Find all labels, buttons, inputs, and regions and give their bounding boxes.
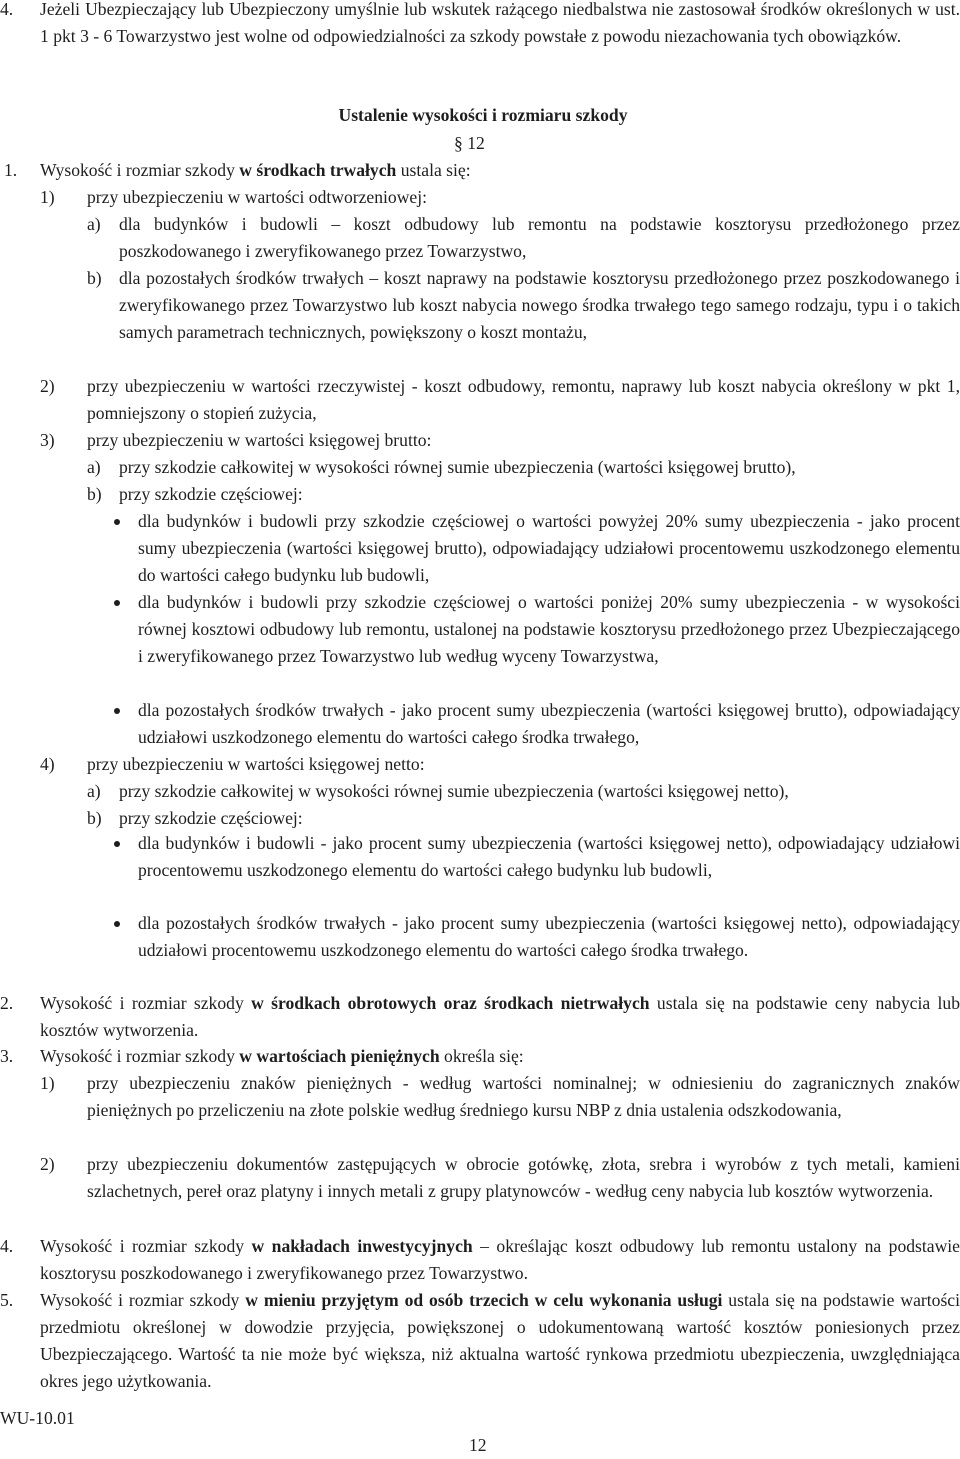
point-1-3-text: przy ubezpieczeniu w wartości księgowej brutto: — [87, 430, 432, 450]
document-code: WU-10.01 — [0, 1408, 75, 1428]
point-5-number: 5. — [0, 1290, 14, 1310]
section-title: Ustalenie wysokości i rozmiaru szkody — [338, 105, 628, 125]
point-1-3b-letter: b) — [87, 484, 102, 504]
point-1-3a-text: przy szkodzie całkowitej w wysokości równej sumie ubezpieczenia (wartości księgowej brutto), — [119, 457, 796, 477]
paragraph-number: § 12 — [454, 133, 485, 153]
bullet-1-3b-3: dla pozostałych środków trwałych - jako procent sumy ubezpieczenia (wartości księgowej brutto), odpowiadający udziałowi uszkodzonego elementu do wartości całego środka trwałego, — [138, 697, 960, 751]
point-1-4a-letter: a) — [87, 781, 101, 801]
intro-paragraph: Jeżeli Ubezpieczający lub Ubezpieczony umyślnie lub wskutek rażącego niedbalstwa nie zastosował środków określonych w ust. 1 pkt 3 - 6 Towarzystwo jest wolne od odpowiedzialności za szkody powstałe z powodu niezachowania tych obowiązków. — [40, 0, 960, 46]
point-1-4b-text: przy szkodzie częściowej: — [119, 808, 303, 828]
point-1-1a-letter: a) — [87, 214, 101, 234]
point-1-emphasis: w środkach trwałych — [239, 160, 397, 180]
point-1-2-text: przy ubezpieczeniu w wartości rzeczywistej - koszt odbudowy, remontu, naprawy lub koszt nabycia określony w pkt 1, pomniejszony o stopień zużycia, — [87, 376, 960, 423]
point-5-paragraph: Wysokość i rozmiar szkody w mieniu przyjętym od osób trzecich w celu wykonania usługi ustala się na podstawie wartości przedmiotu określonej w dowodzie przyjęcia, powiększonej o udokumentowaną wartość kosztów poniesionych przez Ubezpieczającego. Wartość ta nie może być większa, niż aktualna wartość rynkowa przedmiotu ubezpieczenia, uwzględniająca okres jego użytkowania. — [40, 1290, 960, 1391]
point-2-emphasis: w środkach obrotowych oraz środkach nietrwałych — [251, 993, 650, 1013]
point-3-2-number: 2) — [40, 1154, 55, 1174]
point-1-4a-text: przy szkodzie całkowitej w wysokości równej sumie ubezpieczenia (wartości księgowej netto), — [119, 781, 789, 801]
point-5-emphasis: w mieniu przyjętym od osób trzecich w celu wykonania usługi — [245, 1290, 723, 1310]
point-1-1-text: przy ubezpieczeniu w wartości odtworzeniowej: — [87, 187, 428, 207]
point-1-2-number: 2) — [40, 376, 55, 396]
point-2-number: 2. — [0, 993, 14, 1013]
point-4-number: 4. — [0, 1236, 14, 1256]
point-3-number: 3. — [0, 1046, 14, 1066]
point-1-4-text: przy ubezpieczeniu w wartości księgowej netto: — [87, 754, 425, 774]
point-2-paragraph: Wysokość i rozmiar szkody w środkach obrotowych oraz środkach nietrwałych ustala się na podstawie ceny nabycia lub kosztów wytworzenia. — [40, 993, 960, 1040]
point-1-1b-letter: b) — [87, 268, 102, 288]
bullet-1-3b-1: dla budynków i budowli przy szkodzie częściowej o wartości powyżej 20% sumy ubezpieczenia - jako procent sumy ubezpieczenia (wartości księgowej brutto), odpowiadający udziałowi procentowemu uszkodzonego elementu do wartości całego budynku lub budowli, — [138, 508, 960, 589]
point-1-paragraph: Wysokość i rozmiar szkody w środkach trwałych ustala się: — [40, 160, 471, 180]
point-1-1b-text: dla pozostałych środków trwałych – koszt naprawy na podstawie kosztorysu przedłożonego przez poszkodowanego i zweryfikowanego przez Towarzystwo lub koszt nabycia nowego środka trwałego tego samego rodzaju, typu i o takich samych parametrach technicznych, powiększony o koszt montażu, — [119, 268, 960, 342]
point-4-paragraph: Wysokość i rozmiar szkody w nakładach inwestycyjnych – określając koszt odbudowy lub remontu ustalony na podstawie kosztorysu poszkodowanego i zweryfikowanego przez Towarzystwo. — [40, 1236, 960, 1283]
point-3-1-number: 1) — [40, 1073, 55, 1093]
point-1-3a-letter: a) — [87, 457, 101, 477]
point-3-paragraph: Wysokość i rozmiar szkody w wartościach pieniężnych określa się: — [40, 1046, 524, 1066]
intro-number: 4. — [0, 0, 14, 19]
bullet-1-4b-1: dla budynków i budowli - jako procent sumy ubezpieczenia (wartości księgowej netto), odpowiadający udziałowi procentowemu uszkodzonego elementu do wartości całego budynku lub budowli, — [138, 830, 960, 884]
point-3-2-text: przy ubezpieczeniu dokumentów zastępujących w obrocie gotówkę, złota, srebra i wyrobów z tych metali, kamieni szlachetnych, pereł oraz platyny i innych metali z grupy platynowców - według ceny nabycia lub kosztów wytworzenia. — [87, 1154, 960, 1201]
point-4-emphasis: w nakładach inwestycyjnych — [251, 1236, 473, 1256]
bullet-1-3b-2: dla budynków i budowli przy szkodzie częściowej o wartości poniżej 20% sumy ubezpieczenia - w wysokości równej kosztowi odbudowy lub remontu, ustalonej na podstawie kosztorysu przedłożonego przez Ubezpieczającego i zweryfikowanego przez Towarzystwo lub według wyceny Towarzystwa, — [138, 589, 960, 670]
point-1-4b-letter: b) — [87, 808, 102, 828]
point-1-1-number: 1) — [40, 187, 55, 207]
point-3-1-text: przy ubezpieczeniu znaków pieniężnych - według wartości nominalnej; w odniesieniu do zagranicznych znaków pieniężnych po przeliczeniu na złote polskie według średniego kursu NBP z dnia ustalenia odszkodowania, — [87, 1073, 960, 1120]
point-1-1a-text: dla budynków i budowli – koszt odbudowy lub remontu na podstawie kosztorysu przedłożonego przez poszkodowanego i zweryfikowanego przez Towarzystwo, — [119, 214, 960, 261]
point-3-emphasis: w wartościach pieniężnych — [239, 1046, 440, 1066]
point-1-4-number: 4) — [40, 754, 55, 774]
point-1-3b-text: przy szkodzie częściowej: — [119, 484, 303, 504]
page-number: 12 — [469, 1435, 487, 1455]
bullet-1-4b-2: dla pozostałych środków trwałych - jako procent sumy ubezpieczenia (wartości księgowej netto), odpowiadający udziałowi procentowemu uszkodzonego elementu do wartości całego środka trwałego. — [138, 910, 960, 964]
point-1-number: 1. — [4, 160, 18, 180]
point-1-3-number: 3) — [40, 430, 55, 450]
